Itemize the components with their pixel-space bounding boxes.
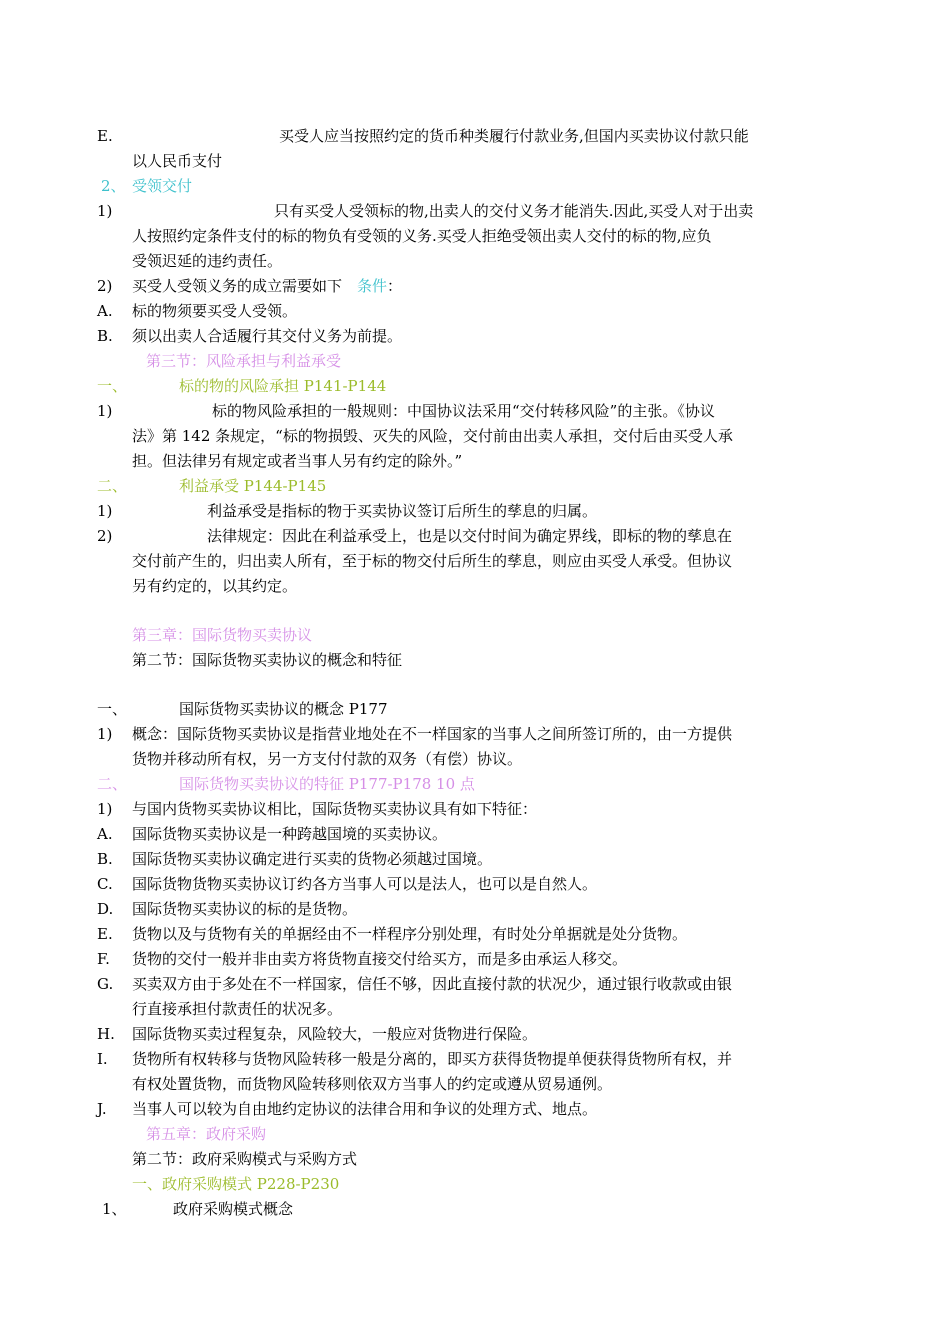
list-item xyxy=(0,1097,950,1121)
item-label: A. xyxy=(97,825,113,843)
paragraph-line xyxy=(0,1072,950,1096)
chapter-heading xyxy=(0,623,950,647)
list-item xyxy=(0,299,950,323)
list-item xyxy=(0,399,950,423)
section-heading xyxy=(0,772,950,796)
list-item xyxy=(0,847,950,871)
paragraph-text: 法》第 142 条规定，“标的物损毁、灭失的风险，交付前由出卖人承担，交付后由买受人承 xyxy=(132,427,733,445)
heading-text: 第二节：政府采购模式与采购方式 xyxy=(132,1150,358,1168)
paragraph-text: 国际货物买卖协议确定进行买卖的货物必须越过国境。 xyxy=(132,850,493,868)
list-item xyxy=(0,897,950,921)
section-heading xyxy=(0,474,950,498)
paragraph-line xyxy=(0,997,950,1021)
paragraph-text: 有权处置货物，而货物风险转移则依双方当事人的约定或遵从贸易通例。 xyxy=(132,1075,613,1093)
heading-text: 国际货物买卖协议的特征 P177-P178 10 点 xyxy=(179,775,475,793)
paragraph-text: 另有约定的，以其约定。 xyxy=(132,577,298,595)
list-item xyxy=(0,972,950,996)
list-item xyxy=(0,797,950,821)
paragraph-text: 受领迟延的违约责任。 xyxy=(132,252,283,270)
item-label: D. xyxy=(97,900,114,918)
paragraph-text: ： xyxy=(387,277,403,295)
list-item xyxy=(0,524,950,548)
section-heading xyxy=(0,1197,950,1221)
paragraph-text: 当事人可以较为自由地约定协议的法律合用和争议的处理方式、地点。 xyxy=(132,1100,598,1118)
section-heading xyxy=(0,648,950,672)
heading-text: 第三章：国际货物买卖协议 xyxy=(132,626,313,644)
list-item xyxy=(0,274,950,298)
item-label: E. xyxy=(97,925,113,943)
item-label: I. xyxy=(97,1050,108,1068)
paragraph-text: 以人民币支付 xyxy=(132,152,223,170)
highlight-text: 条件 xyxy=(357,277,388,295)
heading-text: 第三节：风险承担与利益承受 xyxy=(146,352,342,370)
paragraph-text: 国际货物买卖协议是一种跨越国境的买卖协议。 xyxy=(132,825,448,843)
list-item xyxy=(0,324,950,348)
paragraph-text: 货物以及与货物有关的单据经由不一样程序分别处理，有时处分单据就是处分货物。 xyxy=(132,925,688,943)
heading-number: 二、 xyxy=(97,477,128,495)
item-label: B. xyxy=(97,850,113,868)
item-label: 2) xyxy=(97,277,113,295)
paragraph-text: 标的物风险承担的一般规则：中国协议法采用“交付转移风险”的主张。《协议 xyxy=(212,402,715,420)
paragraph-line xyxy=(0,249,950,273)
section-heading xyxy=(0,697,950,721)
list-item xyxy=(0,872,950,896)
chapter-heading xyxy=(0,1122,950,1146)
paragraph-text: 货物并移动所有权，另一方支付付款的双务（有偿）协议。 xyxy=(132,750,523,768)
paragraph-text: 买卖双方由于多处在不一样国家，信任不够，因此直接付款的状况少，通过银行收款或由银 xyxy=(132,975,733,993)
item-label: 2) xyxy=(97,527,113,545)
section-heading xyxy=(0,349,950,373)
item-label: A. xyxy=(97,302,113,320)
paragraph-text: 买受人应当按照约定的货币种类履行付款业务,但国内买卖协议付款只能 xyxy=(279,127,749,145)
item-label: G. xyxy=(97,975,114,993)
list-item xyxy=(0,124,950,148)
paragraph-text: 买受人受领义务的成立需要如下 xyxy=(132,277,343,295)
paragraph-text: 国际货物货物买卖协议订约各方当事人可以是法人，也可以是自然人。 xyxy=(132,875,598,893)
section-heading xyxy=(0,174,950,198)
list-item xyxy=(0,822,950,846)
paragraph-text: 标的物须要买受人受领。 xyxy=(132,302,298,320)
heading-text: 利益承受 P144-P145 xyxy=(179,477,327,495)
section-heading xyxy=(0,1172,950,1196)
heading-number: 二、 xyxy=(97,775,128,793)
paragraph-text: 人按照约定条件支付的标的物负有受领的义务.买受人拒绝受领出卖人交付的标的物,应负 xyxy=(132,227,712,245)
heading-number: 一、 xyxy=(97,700,128,718)
item-label: 1) xyxy=(97,502,113,520)
section-heading xyxy=(0,1147,950,1171)
paragraph-text: 须以出卖人合适履行其交付义务为前提。 xyxy=(132,327,403,345)
list-item xyxy=(0,499,950,523)
section-heading xyxy=(0,374,950,398)
paragraph-text: 货物的交付一般并非由卖方将货物直接交付给买方，而是多由承运人移交。 xyxy=(132,950,628,968)
list-item xyxy=(0,1022,950,1046)
paragraph-text: 与国内货物买卖协议相比，国际货物买卖协议具有如下特征： xyxy=(132,800,538,818)
paragraph-text: 国际货物买卖协议的标的是货物。 xyxy=(132,900,358,918)
item-label: B. xyxy=(97,327,113,345)
list-item xyxy=(0,199,950,223)
paragraph-text: 货物所有权转移与货物风险转移一般是分离的，即买方获得货物提单便获得货物所有权，并 xyxy=(132,1050,733,1068)
paragraph-line xyxy=(0,574,950,598)
paragraph-text: 概念：国际货物买卖协议是指营业地处在不一样国家的当事人之间所签订所的，由一方提供 xyxy=(132,725,733,743)
paragraph-text: 行直接承担付款责任的状况多。 xyxy=(132,1000,343,1018)
heading-text: 受领交付 xyxy=(132,177,193,195)
paragraph-text: 利益承受是指标的物于买卖协议签订后所生的孳息的归属。 xyxy=(207,502,598,520)
item-label: F. xyxy=(97,950,110,968)
paragraph-text: 担。但法律另有规定或者当事人另有约定的除外。” xyxy=(132,452,463,470)
paragraph-line xyxy=(0,224,950,248)
item-label: H. xyxy=(97,1025,115,1043)
heading-text: 政府采购模式概念 xyxy=(173,1200,294,1218)
heading-text: 国际货物买卖协议的概念 P177 xyxy=(179,700,388,718)
paragraph-text: 法律规定：因此在利益承受上，也是以交付时间为确定界线，即标的物的孳息在 xyxy=(207,527,733,545)
list-item xyxy=(0,922,950,946)
list-item xyxy=(0,1047,950,1071)
paragraph-line xyxy=(0,549,950,573)
paragraph-text: 只有买受人受领标的物,出卖人的交付义务才能消失.因此,买受人对于出卖 xyxy=(274,202,754,220)
item-label: J. xyxy=(97,1100,107,1118)
item-label: 1) xyxy=(97,402,113,420)
paragraph-line xyxy=(0,149,950,173)
heading-number: 一、 xyxy=(97,377,128,395)
heading-text: 第五章：政府采购 xyxy=(146,1125,267,1143)
item-label: 1) xyxy=(97,725,113,743)
paragraph-line xyxy=(0,424,950,448)
heading-number: 1、 xyxy=(102,1200,127,1218)
heading-number: 2、 xyxy=(101,177,126,195)
list-item xyxy=(0,722,950,746)
item-label: E. xyxy=(97,127,113,145)
heading-text: 第二节：国际货物买卖协议的概念和特征 xyxy=(132,651,403,669)
item-label: 1) xyxy=(97,202,113,220)
item-label: C. xyxy=(97,875,113,893)
paragraph-text: 交付前产生的，归出卖人所有，至于标的物交付后所生的孳息，则应由买受人承受。但协议 xyxy=(132,552,733,570)
list-item xyxy=(0,947,950,971)
paragraph-text: 国际货物买卖过程复杂，风险较大，一般应对货物进行保险。 xyxy=(132,1025,538,1043)
paragraph-line xyxy=(0,449,950,473)
paragraph-line xyxy=(0,747,950,771)
item-label: 1) xyxy=(97,800,113,818)
heading-text: 一、政府采购模式 P228-P230 xyxy=(132,1175,340,1193)
heading-text: 标的物的风险承担 P141-P144 xyxy=(179,377,387,395)
